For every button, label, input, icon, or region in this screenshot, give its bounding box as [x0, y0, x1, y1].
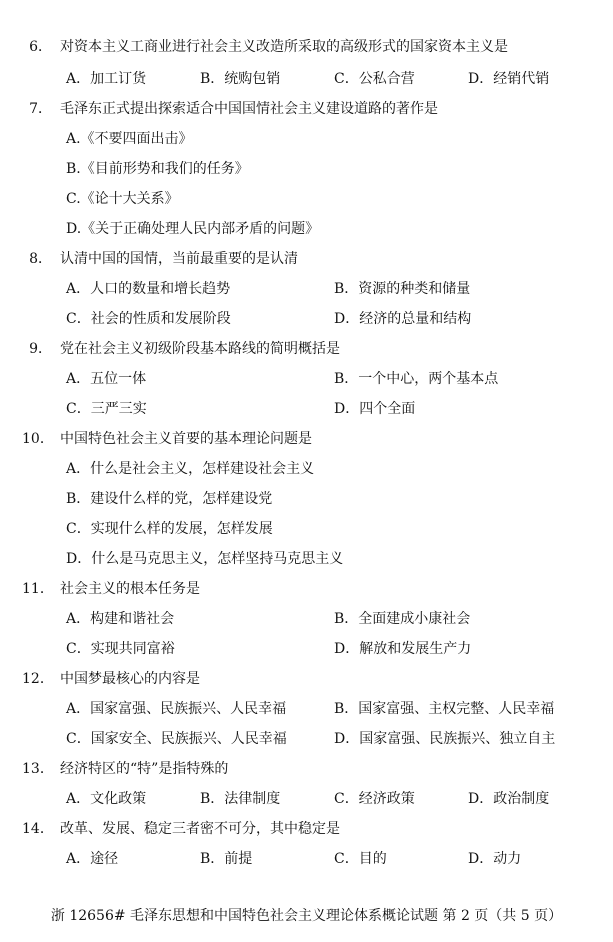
question-7: [0, 97, 613, 121]
option-d: D．动力: [468, 851, 522, 867]
option-b: B．资源的种类和储量: [334, 281, 471, 297]
question-11: [0, 577, 613, 601]
option-a: A．文化政策: [66, 791, 147, 807]
option-c: C．实现共同富裕: [66, 641, 175, 657]
question-stem: 毛泽东正式提出探索适合中国国情社会主义建设道路的著作是: [60, 101, 438, 117]
option-d: D．国家富强、民族振兴、独立自主: [334, 731, 556, 747]
option-a: A.《不要四面出击》: [66, 131, 193, 147]
option-c: C．经济政策: [334, 791, 415, 807]
option-d: D．解放和发展生产力: [334, 641, 472, 657]
option-d: D．什么是马克思主义，怎样坚持马克思主义: [66, 551, 344, 567]
option-a: A．途径: [66, 851, 119, 867]
option-d: D．经济的总量和结构: [334, 311, 472, 327]
option-c: C．三严三实: [66, 401, 147, 417]
question-stem: 中国梦最核心的内容是: [60, 671, 200, 687]
question-number: 9．: [29, 341, 52, 357]
option-a: A．人口的数量和增长趋势: [66, 281, 231, 297]
question-12: [0, 667, 613, 691]
option-d: D．四个全面: [334, 401, 416, 417]
question-stem: 经济特区的“特”是指特殊的: [60, 761, 229, 777]
option-c: C．国家安全、民族振兴、人民幸福: [66, 731, 287, 747]
question-stem: 对资本主义工商业进行社会主义改造所采取的高级形式的国家资本主义是: [60, 39, 508, 55]
question-number: 12．: [22, 671, 54, 687]
question-number: 6．: [29, 39, 52, 55]
question-stem: 中国特色社会主义首要的基本理论问题是: [60, 431, 312, 447]
option-d: D．政治制度: [468, 791, 550, 807]
question-number: 14．: [22, 821, 54, 837]
option-d: D．经销代销: [468, 71, 550, 87]
question-9: [0, 337, 613, 361]
option-c: C．目的: [334, 851, 387, 867]
question-13: [0, 757, 613, 781]
question-14: [0, 817, 613, 841]
option-c: C．社会的性质和发展阶段: [66, 311, 231, 327]
question-number: 11．: [22, 581, 54, 597]
question-8: [0, 247, 613, 271]
option-c: C．公私合营: [334, 71, 415, 87]
question-stem: 党在社会主义初级阶段基本路线的简明概括是: [60, 341, 340, 357]
question-number: 10．: [22, 431, 54, 447]
option-b: B．统购包销: [200, 71, 281, 87]
option-a: A．国家富强、民族振兴、人民幸福: [66, 701, 287, 717]
option-b: B．国家富强、主权完整、人民幸福: [334, 701, 555, 717]
option-a: A．加工订货: [66, 71, 147, 87]
question-stem: 社会主义的根本任务是: [60, 581, 200, 597]
question-stem: 认清中国的国情，当前最重要的是认清: [60, 251, 298, 267]
question-number: 7．: [29, 101, 52, 117]
question-stem: 改革、发展、稳定三者密不可分，其中稳定是: [60, 821, 340, 837]
page-footer: 浙 12656# 毛泽东思想和中国特色社会主义理论体系概论试题 第 2 页（共 5 页）: [50, 908, 563, 924]
option-a: A．五位一体: [66, 371, 147, 387]
option-b: B．全面建成小康社会: [334, 611, 471, 627]
option-a: A．什么是社会主义，怎样建设社会主义: [66, 461, 315, 477]
option-b: B．一个中心，两个基本点: [334, 371, 499, 387]
option-a: A．构建和谐社会: [66, 611, 175, 627]
question-6: [0, 35, 613, 59]
option-c: C.《论十大关系》: [66, 191, 179, 207]
option-c: C．实现什么样的发展，怎样发展: [66, 521, 273, 537]
option-b: B．前提: [200, 851, 253, 867]
option-d: D.《关于正确处理人民内部矛盾的问题》: [66, 221, 320, 237]
option-b: B．建设什么样的党，怎样建设党: [66, 491, 273, 507]
question-number: 13．: [22, 761, 54, 777]
option-b: B.《目前形势和我们的任务》: [66, 161, 249, 177]
question-number: 8．: [29, 251, 52, 267]
question-10: [0, 427, 613, 451]
option-b: B．法律制度: [200, 791, 281, 807]
